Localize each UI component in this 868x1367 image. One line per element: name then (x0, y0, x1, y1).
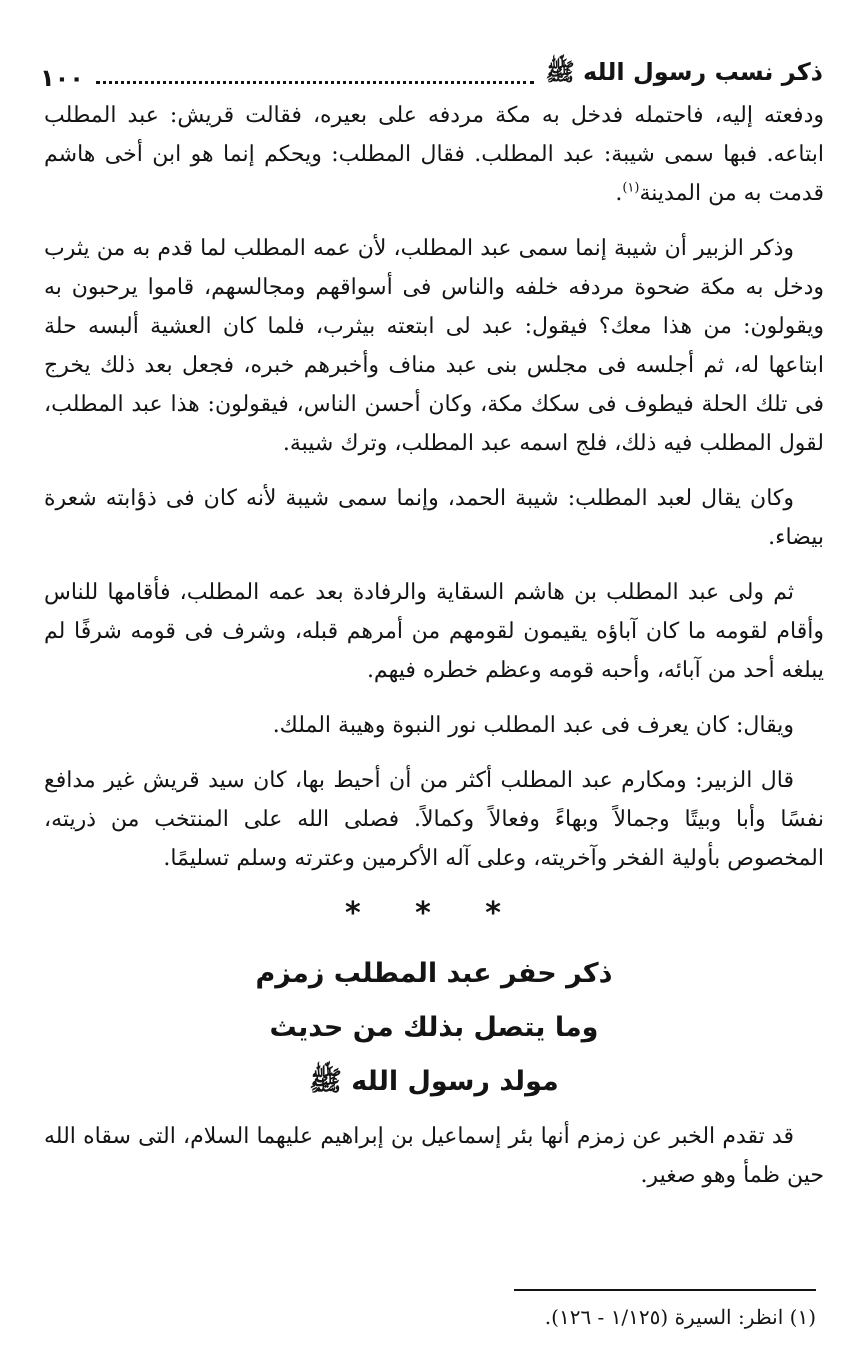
section-heading-line-1: ذكر حفر عبد المطلب زمزم (255, 958, 613, 989)
paragraph-3: وكان يقال لعبد المطلب: شيبة الحمد، وإنما سمى شيبة لأنه كان فى ذؤابته شعرة بيضاء. (44, 486, 824, 550)
paragraph-7: قد تقدم الخبر عن زمزم أنها بئر إسماعيل بن إبراهيم عليهما السلام، التى سقاه الله حين ظمأ وهو صغير. (44, 1124, 824, 1188)
paragraph-2: وذكر الزبير أن شيبة إنما سمى عبد المطلب، لأن عمه المطلب لما قدم به من يثرب ودخل به مكة ضحوة مردفه خلفه والناس فى أسواقهم ومجالسهم، قاموا يرحبون به ويقولون: من هذا معك؟ فيقول: عبد لى ابتعته بيثرب، فلما كان العشية ألبسه حلة ابتاعها له، ثم أجلسه فى مجلس بنى عبد مناف وأخبرهم خبره، فجعل بعد ذلك يخرج فى تلك الحلة فيطوف فى سكك مكة، وكان أحسن الناس، فيقولون: هذا عبد المطلب، لقول المطلب فيه ذلك، فلج اسمه عبد المطلب، وترك شيبة. (44, 236, 824, 456)
paragraph-4: ثم ولى عبد المطلب بن هاشم السقاية والرفادة بعد عمه المطلب، فأقامها للناس وأقام لقومه ما كان آباؤه يقيمون لقومهم من أمرهم قبله، وشرف فى قومه شرفًا لم يبلغه أحد من آبائه، وأحبه قومه وعظم خطره فيهم. (44, 580, 824, 683)
paragraph-1-end: . (615, 181, 623, 206)
header-dot-leader (96, 81, 534, 84)
running-header (40, 52, 823, 92)
paragraph-6: قال الزبير: ومكارم عبد المطلب أكثر من أن أحيط بها، كان سيد قريش غير مدافع نفسًا وأبا وبيتًا وجمالاً وبهاءً وفعالاً وكمالاً. فصلى الله على المنتخب من ذريته، المخصوص بأولية الفخر وآخريته، وعلى آله الأكرمين وعترته وسلم تسليمًا. (44, 768, 824, 871)
footnote-mark[interactable]: (١) (622, 180, 640, 196)
section-separator: * * * (345, 896, 523, 931)
section-heading-line-2: وما يتصل بذلك من حديث (269, 1012, 599, 1043)
paragraph-1 (44, 96, 824, 213)
section-heading-line-3: مولد رسول الله ﷺ (309, 1066, 559, 1097)
page-number: ١٠٠ (40, 64, 84, 92)
running-title: ذكر نسب رسول الله ﷺ (545, 58, 823, 86)
paragraph-5: ويقال: كان يعرف فى عبد المطلب نور النبوة وهيبة الملك. (272, 713, 794, 738)
main-text (44, 96, 824, 1211)
footnote-rule (514, 1289, 816, 1291)
footnote: (١) انظر: السيرة (١/١٢٥ - ١٢٦). (544, 1305, 816, 1329)
section-heading (44, 947, 824, 1109)
paragraph-1-text: ودفعته إليه، فاحتمله فدخل به مكة مردفه على بعيره، فقالت قريش: عبد المطلب ابتاعه. فبها سمى شيبة: عبد المطلب. فقال المطلب: ويحكم إنما هو ابن أخى هاشم قدمت به من المدينة (44, 103, 824, 206)
